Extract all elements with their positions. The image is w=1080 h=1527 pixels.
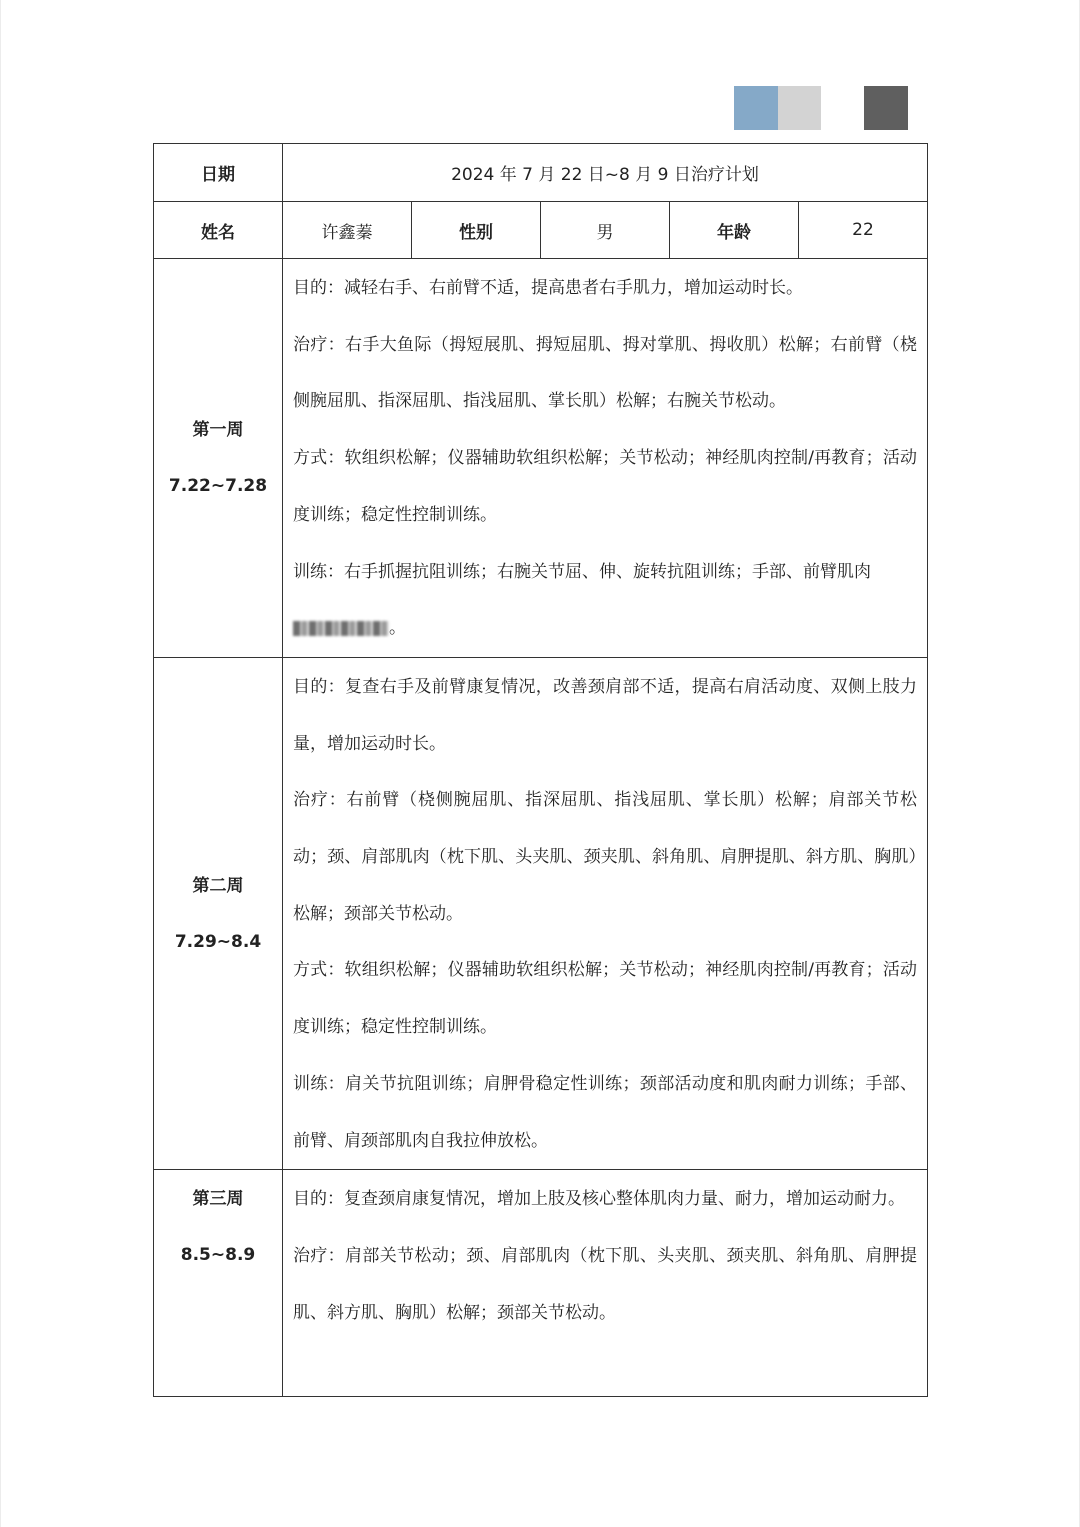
week-1-training (293, 544, 917, 657)
week-2-treatment: 治疗：右前臂（桡侧腕屈肌、指深屈肌、指浅屈肌、掌长肌）松解；肩部关节松动；颈、肩部肌肉（枕下肌、头夹肌、颈夹肌、斜角肌、肩胛提肌、斜方肌、胸肌）松解；颈部关节松动。 (293, 790, 917, 924)
week-1-purpose: 目的：减轻右手、右前臂不适，提高患者右手肌力，增加运动时长。 (293, 278, 803, 298)
week-2-method: 方式：软组织松解；仪器辅助软组织松解；关节松动；神经肌肉控制/再教育；活动度训练；稳定性控制训练。 (293, 960, 917, 1038)
week-1-range: 7.22~7.28 (168, 475, 268, 496)
week-2-training: 训练：肩关节抗阻训练；肩胛骨稳定性训练；颈部活动度和肌肉耐力训练；手部、前臂、肩颈部肌肉自我拉伸放松。 (293, 1073, 917, 1151)
week-row-2 (154, 657, 928, 1169)
treatment-plan-table (153, 143, 928, 1397)
gender-value: 男 (541, 202, 670, 259)
date-value: 2024 年 7 月 22 日~8 月 9 日治疗计划 (283, 144, 928, 202)
brand-logo (734, 86, 908, 130)
age-label: 年龄 (670, 202, 799, 259)
week-3-purpose: 目的：复查颈肩康复情况，增加上肢及核心整体肌肉力量、耐力，增加运动耐力。 (293, 1189, 905, 1210)
week-1-content (283, 259, 928, 658)
gender-label: 性别 (412, 202, 541, 259)
logo-block-gray (778, 86, 821, 130)
redacted-text (293, 621, 389, 636)
logo-block-dark (864, 86, 908, 130)
week-1-training-end: 。 (389, 618, 406, 639)
week-row-3 (154, 1170, 928, 1397)
week-1-title: 第一周 (192, 419, 244, 440)
name-value: 许鑫蓁 (283, 202, 412, 259)
name-label: 姓名 (154, 202, 283, 259)
patient-row (154, 202, 928, 259)
week-1-training-text: 训练：右手抓握抗阻训练；右腕关节屈、伸、旋转抗阻训练；手部、前臂肌肉 (293, 561, 871, 582)
week-3-range: 8.5~8.9 (180, 1245, 256, 1266)
week-2-range: 7.29~8.4 (174, 931, 262, 952)
week-3-title: 第三周 (192, 1189, 244, 1210)
week-1-treatment: 治疗：右手大鱼际（拇短展肌、拇短屈肌、拇对掌肌、拇收肌）松解；右前臂（桡侧腕屈肌、指深屈肌、指浅屈肌、掌长肌）松解；右腕关节松动。 (293, 334, 917, 412)
week-3-content (283, 1170, 928, 1397)
date-label: 日期 (154, 144, 283, 202)
age-value: 22 (799, 202, 928, 259)
week-2-content (283, 657, 928, 1169)
week-1-cell (154, 259, 283, 658)
week-2-purpose: 目的：复查右手及前臂康复情况，改善颈肩部不适，提高右肩活动度、双侧上肢力量，增加运动时长。 (293, 676, 917, 754)
date-row (154, 144, 928, 202)
week-1-method: 方式：软组织松解；仪器辅助软组织松解；关节松动；神经肌肉控制/再教育；活动度训练；稳定性控制训练。 (293, 448, 917, 525)
logo-block-blank (821, 86, 864, 130)
week-3-treatment: 治疗：肩部关节松动；颈、肩部肌肉（枕下肌、头夹肌、颈夹肌、斜角肌、肩胛提肌、斜方肌、胸肌）松解；颈部关节松动。 (293, 1245, 917, 1323)
week-2-cell (154, 657, 283, 1169)
logo-block-blue (734, 86, 778, 130)
week-2-title: 第二周 (192, 875, 244, 896)
week-row-1 (154, 259, 928, 658)
week-3-cell (154, 1170, 283, 1397)
